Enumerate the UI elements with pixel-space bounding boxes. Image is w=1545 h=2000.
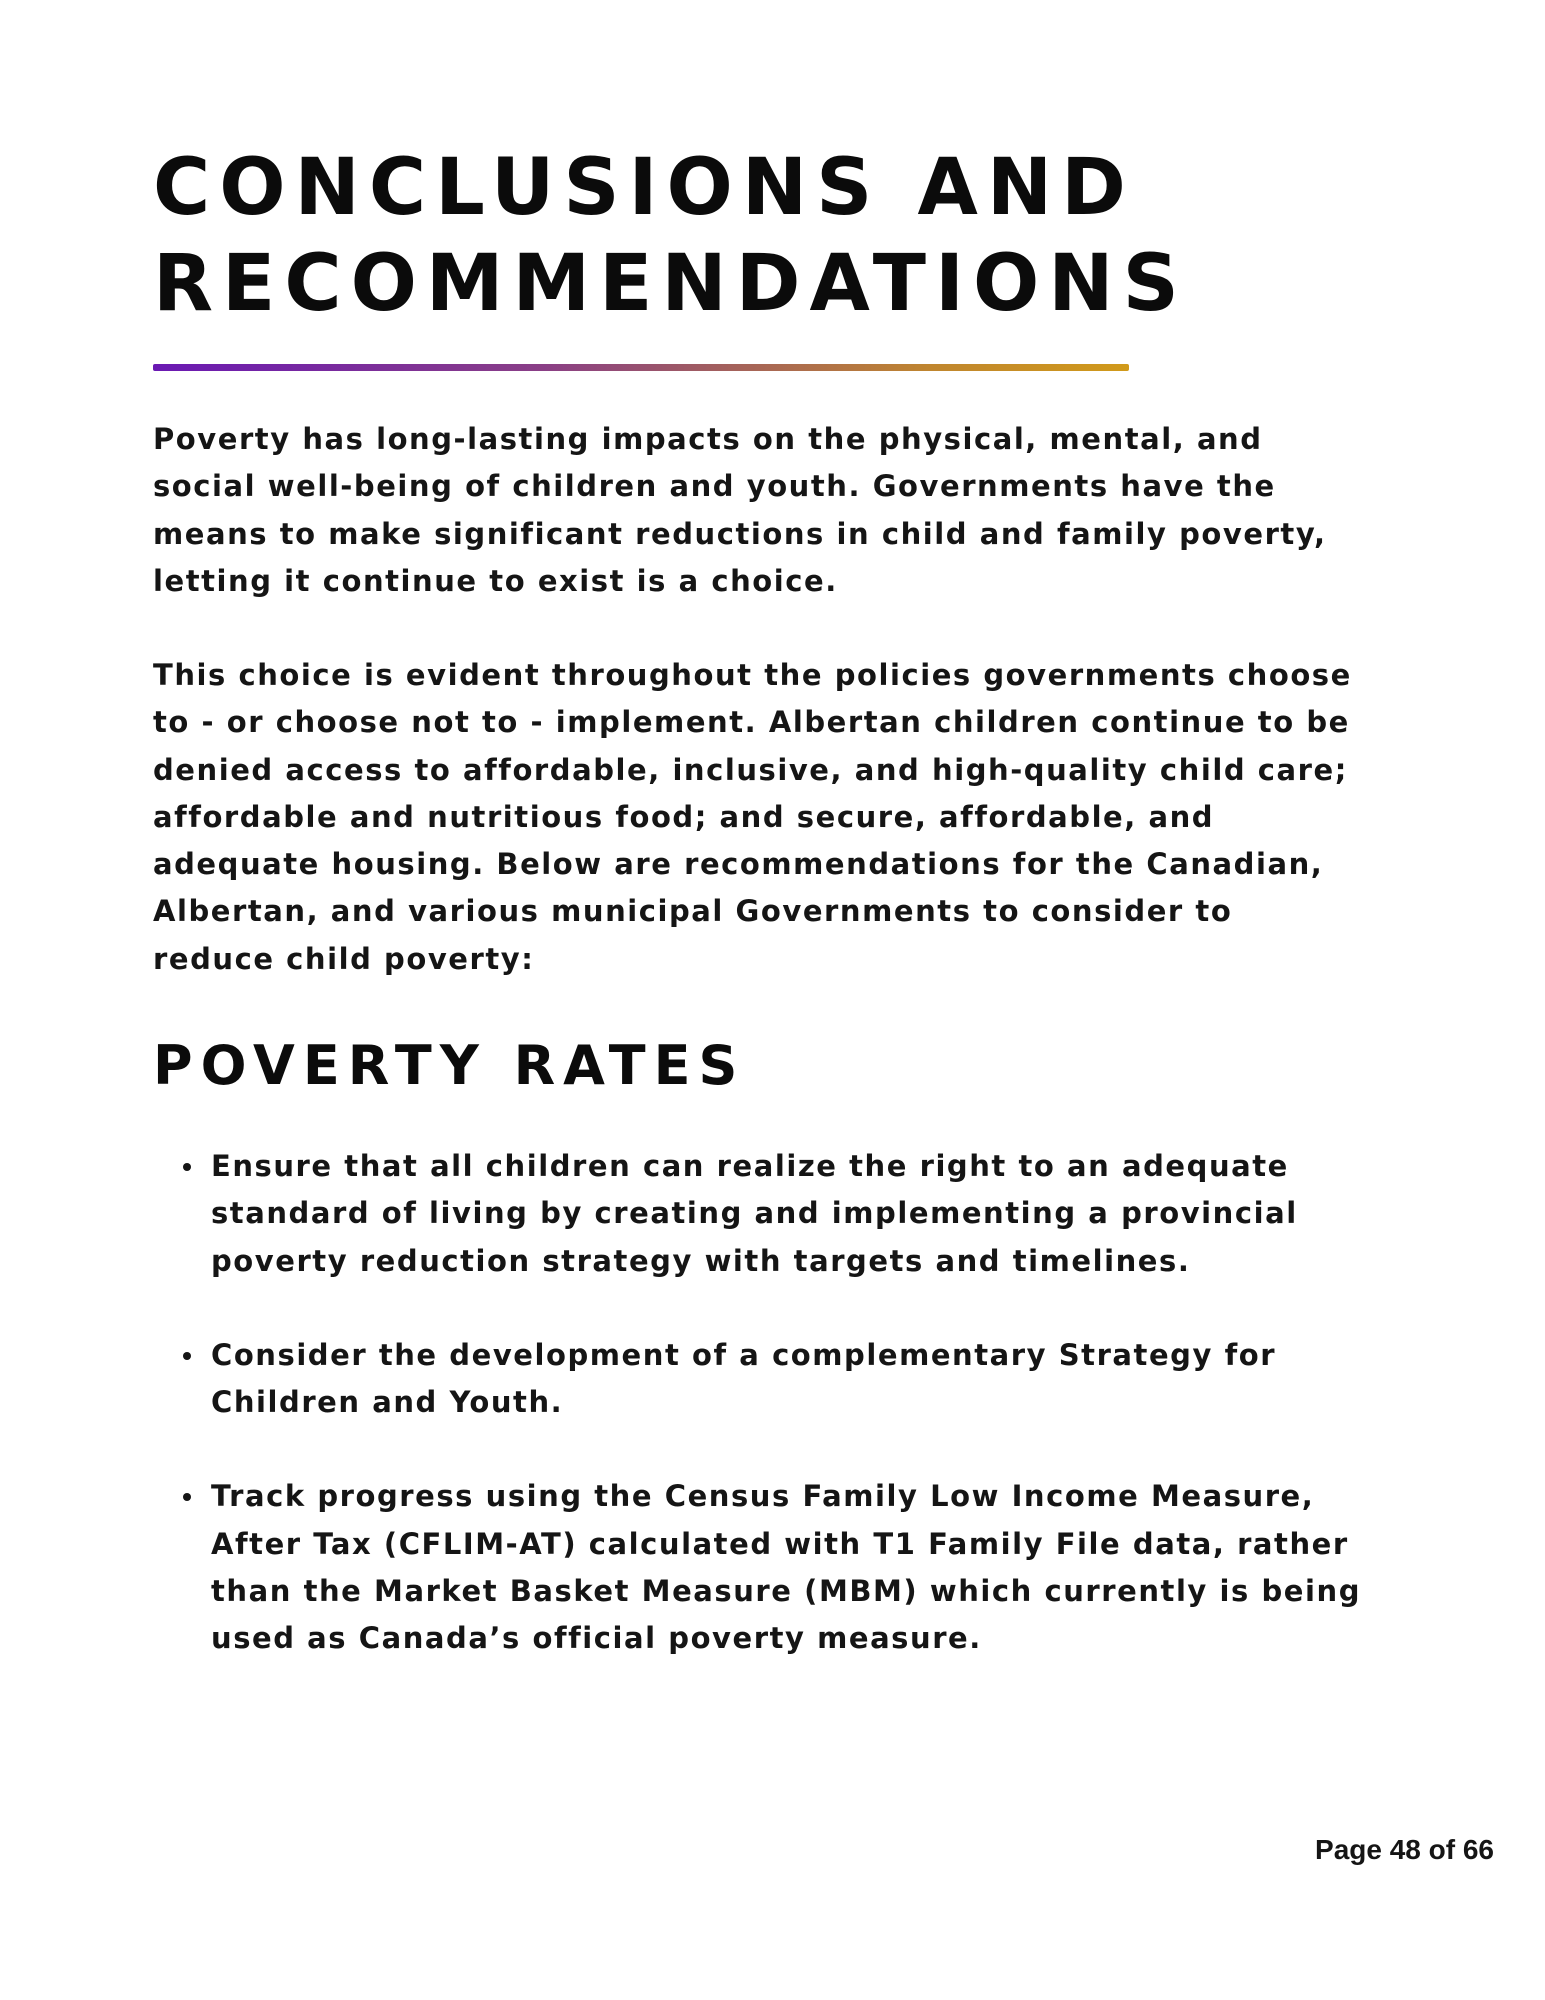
page-title-line-1: CONCLUSIONS AND bbox=[153, 143, 1135, 233]
bullet-icon bbox=[183, 1493, 191, 1501]
list-item-line: Track progress using the Census Family Low Income Measure, bbox=[211, 1479, 1315, 1514]
list-item bbox=[153, 1332, 1403, 1427]
paragraph-line: reduce child poverty: bbox=[153, 941, 535, 976]
paragraph-line: to - or choose not to - implement. Albertan children continue to be bbox=[153, 705, 1350, 740]
page-number: Page 48 of 66 bbox=[1315, 1834, 1494, 1865]
intro-paragraph-1 bbox=[153, 416, 1353, 605]
section-heading-poverty-rates: POVERTY RATES bbox=[153, 1034, 746, 1097]
page-title-line-2: RECOMMENDATIONS bbox=[153, 239, 1188, 329]
bullet-icon bbox=[183, 1163, 191, 1171]
list-item-line: standard of living by creating and implementing a provincial bbox=[211, 1196, 1298, 1231]
paragraph-line: means to make significant reductions in child and family poverty, bbox=[153, 516, 1327, 551]
page-title bbox=[153, 140, 1353, 332]
list-item-line: After Tax (CFLIM-AT) calculated with T1 Family File data, rather bbox=[211, 1526, 1349, 1561]
paragraph-line: affordable and nutritious food; and secure, affordable, and bbox=[153, 799, 1215, 834]
list-item bbox=[153, 1143, 1403, 1285]
list-item bbox=[153, 1473, 1403, 1662]
intro-paragraph-2 bbox=[153, 652, 1353, 983]
bullet-icon bbox=[183, 1352, 191, 1360]
title-gradient-divider bbox=[153, 364, 1129, 371]
paragraph-line: This choice is evident throughout the policies governments choose bbox=[153, 658, 1352, 692]
list-item-line: Children and Youth. bbox=[211, 1385, 564, 1420]
list-item-line: Ensure that all children can realize the right to an adequate bbox=[211, 1149, 1289, 1183]
list-item-line: poverty reduction strategy with targets and timelines. bbox=[211, 1243, 1191, 1278]
paragraph-line: letting it continue to exist is a choice. bbox=[153, 563, 838, 598]
list-item-line: Consider the development of a complementary Strategy for bbox=[211, 1337, 1277, 1372]
paragraph-line: denied access to affordable, inclusive, and high-quality child care; bbox=[153, 752, 1348, 787]
list-item-line: used as Canada’s official poverty measure. bbox=[211, 1621, 982, 1656]
paragraph-line: adequate housing. Below are recommendations for the Canadian, bbox=[153, 847, 1324, 882]
paragraph-line: social well-being of children and youth. Governments have the bbox=[153, 469, 1276, 504]
list-item-line: than the Market Basket Measure (MBM) which currently is being bbox=[211, 1574, 1362, 1609]
paragraph-line: Poverty has long-lasting impacts on the physical, mental, and bbox=[153, 422, 1263, 456]
recommendations-list bbox=[153, 1143, 1403, 1710]
paragraph-line: Albertan, and various municipal Governments to consider to bbox=[153, 894, 1233, 929]
